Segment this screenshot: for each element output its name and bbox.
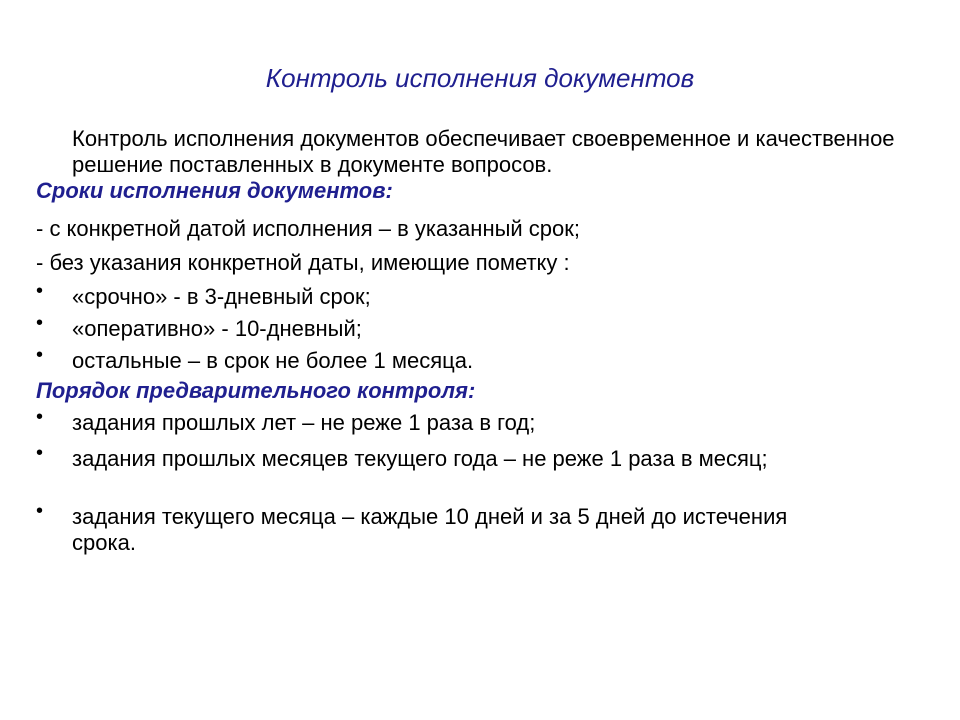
bullet-icon: • <box>36 312 44 334</box>
control-heading: Порядок предварительного контроля: <box>36 378 476 403</box>
list-item-text: задания прошлых лет – не реже 1 раза в год; <box>72 410 536 435</box>
list-item-text: «оперативно» - 10-дневный; <box>72 316 362 341</box>
intro-paragraph: Контроль исполнения документов обеспечивает своевременное и качественное решение поставленных в документе вопросов. <box>72 126 895 177</box>
bullet-icon: • <box>36 500 44 522</box>
list-item-text: остальные – в срок не более 1 месяца. <box>72 348 474 373</box>
bullet-icon: • <box>36 280 44 302</box>
slide-title: Контроль исполнения документов <box>265 63 695 93</box>
bullet-icon: • <box>36 442 44 464</box>
list-item-text: «срочно» - в 3-дневный срок; <box>72 284 371 309</box>
list-item-text: задания прошлых месяцев текущего года – не реже 1 раза в месяц; <box>72 446 768 471</box>
deadline-line-no-date: - без указания конкретной даты, имеющие пометку : <box>36 250 570 275</box>
deadline-line-specific-date: - с конкретной датой исполнения – в указанный срок; <box>36 216 581 241</box>
bullet-icon: • <box>36 406 44 428</box>
bullet-icon: • <box>36 344 44 366</box>
list-item-text: задания текущего месяца – каждые 10 дней и за 5 дней до истечения срока. <box>72 504 788 555</box>
deadlines-heading: Сроки исполнения документов: <box>36 178 393 203</box>
